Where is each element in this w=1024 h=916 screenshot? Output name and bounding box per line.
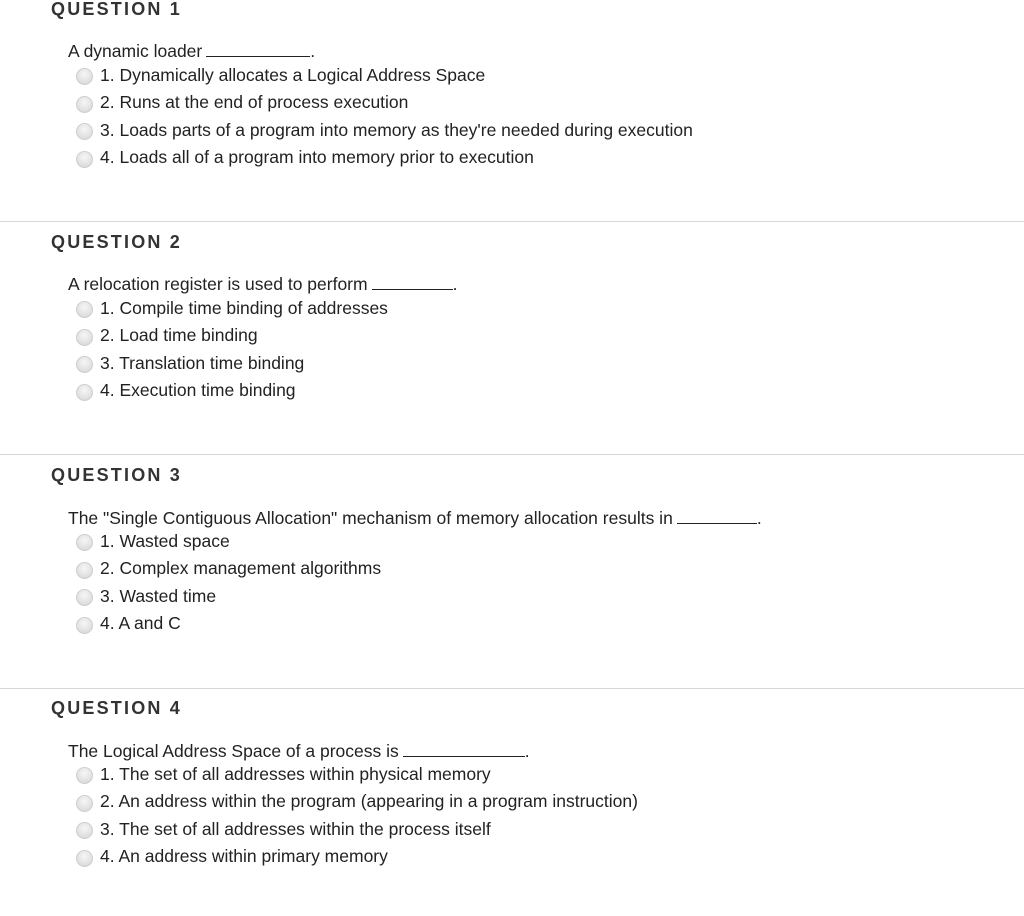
option-4[interactable]: [76, 610, 381, 638]
option-list: [76, 294, 388, 404]
option-2[interactable]: [76, 555, 381, 583]
option-label: 3. Translation time binding: [100, 352, 305, 373]
question-divider: [0, 454, 1024, 455]
option-list: [76, 760, 638, 870]
answer-blank: [206, 40, 310, 57]
question-divider: [0, 688, 1024, 689]
radio-button[interactable]: [76, 850, 93, 867]
option-label: 2. Load time binding: [100, 325, 258, 346]
radio-button[interactable]: [76, 301, 93, 318]
radio-button[interactable]: [76, 795, 93, 812]
option-3[interactable]: [76, 349, 388, 377]
option-label: 3. Wasted time: [100, 585, 217, 606]
prompt-suffix: .: [310, 41, 316, 61]
option-1[interactable]: [76, 527, 381, 555]
question-title: QUESTION 3: [51, 465, 183, 485]
prompt-text: The Logical Address Space of a process is: [68, 741, 399, 761]
radio-button[interactable]: [76, 822, 93, 839]
option-4[interactable]: [76, 843, 638, 871]
prompt-suffix: .: [756, 508, 762, 528]
prompt-text: A relocation register is used to perform: [68, 274, 368, 294]
prompt-suffix: .: [524, 741, 530, 761]
option-label: 1. Wasted space: [100, 530, 230, 551]
option-label: 1. Compile time binding of addresses: [100, 297, 388, 318]
prompt-text: A dynamic loader: [68, 41, 203, 61]
radio-button[interactable]: [76, 123, 93, 140]
question-prompt: [68, 273, 457, 295]
option-list: [76, 61, 693, 171]
prompt-suffix: .: [452, 274, 458, 294]
option-label: 4. Execution time binding: [100, 380, 296, 401]
radio-button[interactable]: [76, 96, 93, 113]
radio-button[interactable]: [76, 767, 93, 784]
answer-blank: [677, 507, 757, 524]
option-1[interactable]: [76, 294, 388, 322]
question-title: QUESTION 2: [51, 232, 183, 252]
radio-button[interactable]: [76, 562, 93, 579]
option-label: 3. Loads parts of a program into memory as they're needed during execution: [100, 119, 693, 140]
radio-button[interactable]: [76, 68, 93, 85]
radio-button[interactable]: [76, 617, 93, 634]
radio-button[interactable]: [76, 384, 93, 401]
option-2[interactable]: [76, 788, 638, 816]
option-2[interactable]: [76, 322, 388, 350]
option-1[interactable]: [76, 61, 693, 89]
radio-button[interactable]: [76, 151, 93, 168]
option-1[interactable]: [76, 760, 638, 788]
option-2[interactable]: [76, 89, 693, 117]
radio-button[interactable]: [76, 356, 93, 373]
question-prompt: [68, 740, 530, 762]
option-label: 3. The set of all addresses within the process itself: [100, 818, 491, 839]
option-label: 1. Dynamically allocates a Logical Address Space: [100, 64, 486, 85]
option-label: 2. An address within the program (appearing in a program instruction): [100, 791, 638, 812]
option-label: 1. The set of all addresses within physical memory: [100, 763, 491, 784]
question-prompt: [68, 40, 315, 62]
option-label: 2. Complex management algorithms: [100, 558, 382, 579]
question-divider: [0, 221, 1024, 222]
radio-button[interactable]: [76, 329, 93, 346]
option-3[interactable]: [76, 116, 693, 144]
question-title: QUESTION 1: [51, 0, 183, 19]
option-4[interactable]: [76, 144, 693, 172]
option-label: 2. Runs at the end of process execution: [100, 92, 409, 113]
option-list: [76, 527, 381, 637]
prompt-text: The "Single Contiguous Allocation" mechanism of memory allocation results in: [68, 508, 673, 528]
answer-blank: [372, 273, 453, 290]
option-4[interactable]: [76, 377, 388, 405]
question-title: QUESTION 4: [51, 698, 183, 718]
radio-button[interactable]: [76, 534, 93, 551]
answer-blank: [403, 740, 525, 757]
option-label: 4. A and C: [100, 613, 181, 634]
option-3[interactable]: [76, 815, 638, 843]
option-label: 4. An address within primary memory: [100, 846, 388, 867]
option-3[interactable]: [76, 582, 381, 610]
radio-button[interactable]: [76, 589, 93, 606]
option-label: 4. Loads all of a program into memory prior to execution: [100, 147, 534, 168]
question-prompt: [68, 507, 762, 529]
